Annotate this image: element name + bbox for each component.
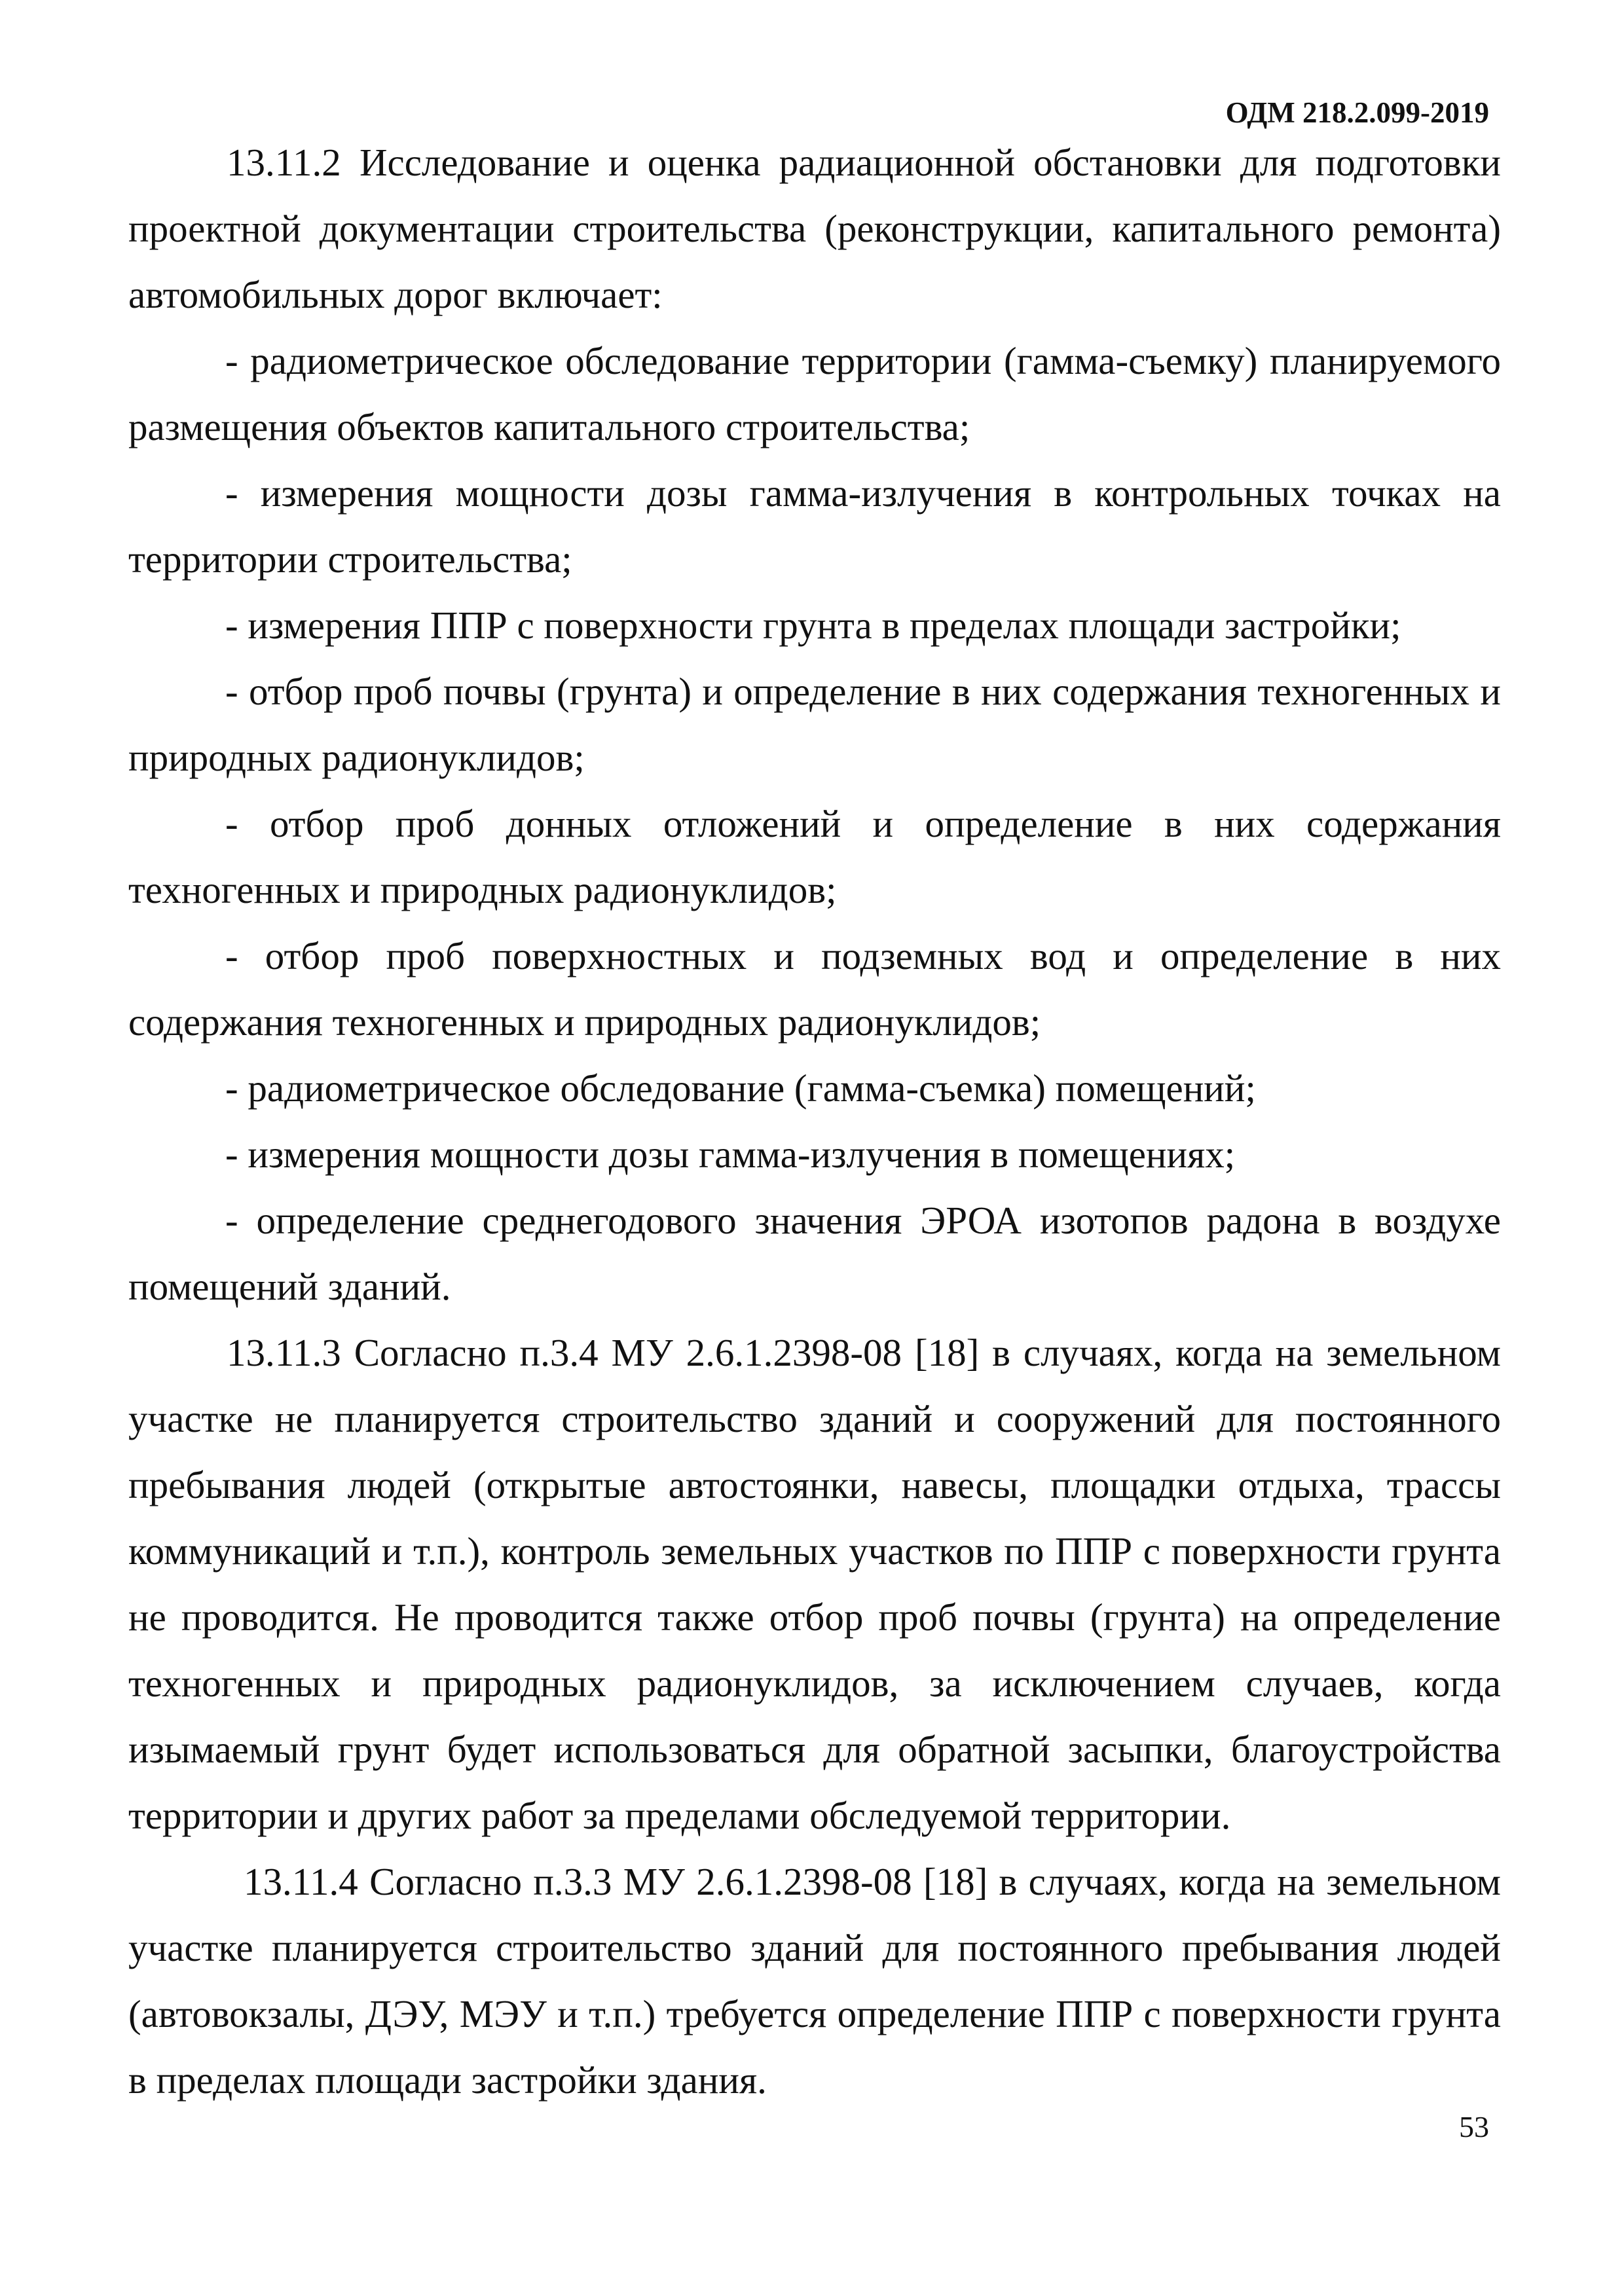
list-item-radiometric-survey-rooms: - радиометрическое обследование (гамма-съемка) помещений; — [225, 1066, 1256, 1110]
list-item-gamma-dose-control-points: - измерения мощности дозы гамма-излучения в контрольных точках на территории строительства; — [128, 471, 1501, 581]
list-item-bottom-sediment-sampling: - отбор проб донных отложений и определение в них содержания техногенных и природных радионуклидов; — [128, 802, 1501, 911]
document-body — [128, 130, 1501, 2113]
paragraph-13-11-4: 13.11.4 Согласно п.3.3 МУ 2.6.1.2398-08 [18] в случаях, когда на земельном участке планируется строительство зданий для постоянного пребывания людей (автовокзалы, ДЭУ, МЭУ и т.п.) требуется определение ППР с поверхности грунта в пределах площади застройки здания. — [128, 1860, 1501, 2102]
list-item-gamma-dose-rooms: - измерения мощности дозы гамма-излучения в помещениях; — [225, 1133, 1236, 1176]
paragraph-13-11-2: 13.11.2 Исследование и оценка радиационной обстановки для подготовки проектной документации строительства (реконструкции, капитального ремонта) автомобильных дорог включает: — [128, 141, 1501, 316]
document-code: ОДМ 218.2.099-2019 — [1225, 96, 1489, 129]
list-item-radiometric-survey-territory: - радиометрическое обследование территории (гамма-съемку) планируемого размещения объектов капитального строительства; — [128, 339, 1501, 448]
page-number: 53 — [1459, 2110, 1489, 2143]
paragraph-13-11-3: 13.11.3 Согласно п.3.4 МУ 2.6.1.2398-08 [18] в случаях, когда на земельном участке не планируется строительство зданий и сооружений для постоянного пребывания людей (открытые автостоянки, навесы, площадки отдыха, трассы коммуникаций и т.п.), контроль земельных участков по ППР с поверхности грунта не проводится. Не проводится также отбор проб почвы (грунта) на определение техногенных и природных радионуклидов, за исключением случаев, когда изымаемый грунт будет использоваться для обратной засыпки, благоустройства территории и других работ за пределами обследуемой территории. — [128, 1331, 1501, 1837]
list-item-radon-eroa: - определение среднегодового значения ЭРОА изотопов радона в воздухе помещений зданий. — [128, 1199, 1501, 1308]
list-item-ppr-measurement: - измерения ППР с поверхности грунта в пределах площади застройки; — [225, 604, 1401, 647]
list-item-water-sampling: - отбор проб поверхностных и подземных вод и определение в них содержания техногенных и природных радионуклидов; — [128, 934, 1501, 1044]
list-item-soil-sampling: - отбор проб почвы (грунта) и определение в них содержания техногенных и природных радионуклидов; — [128, 670, 1501, 779]
